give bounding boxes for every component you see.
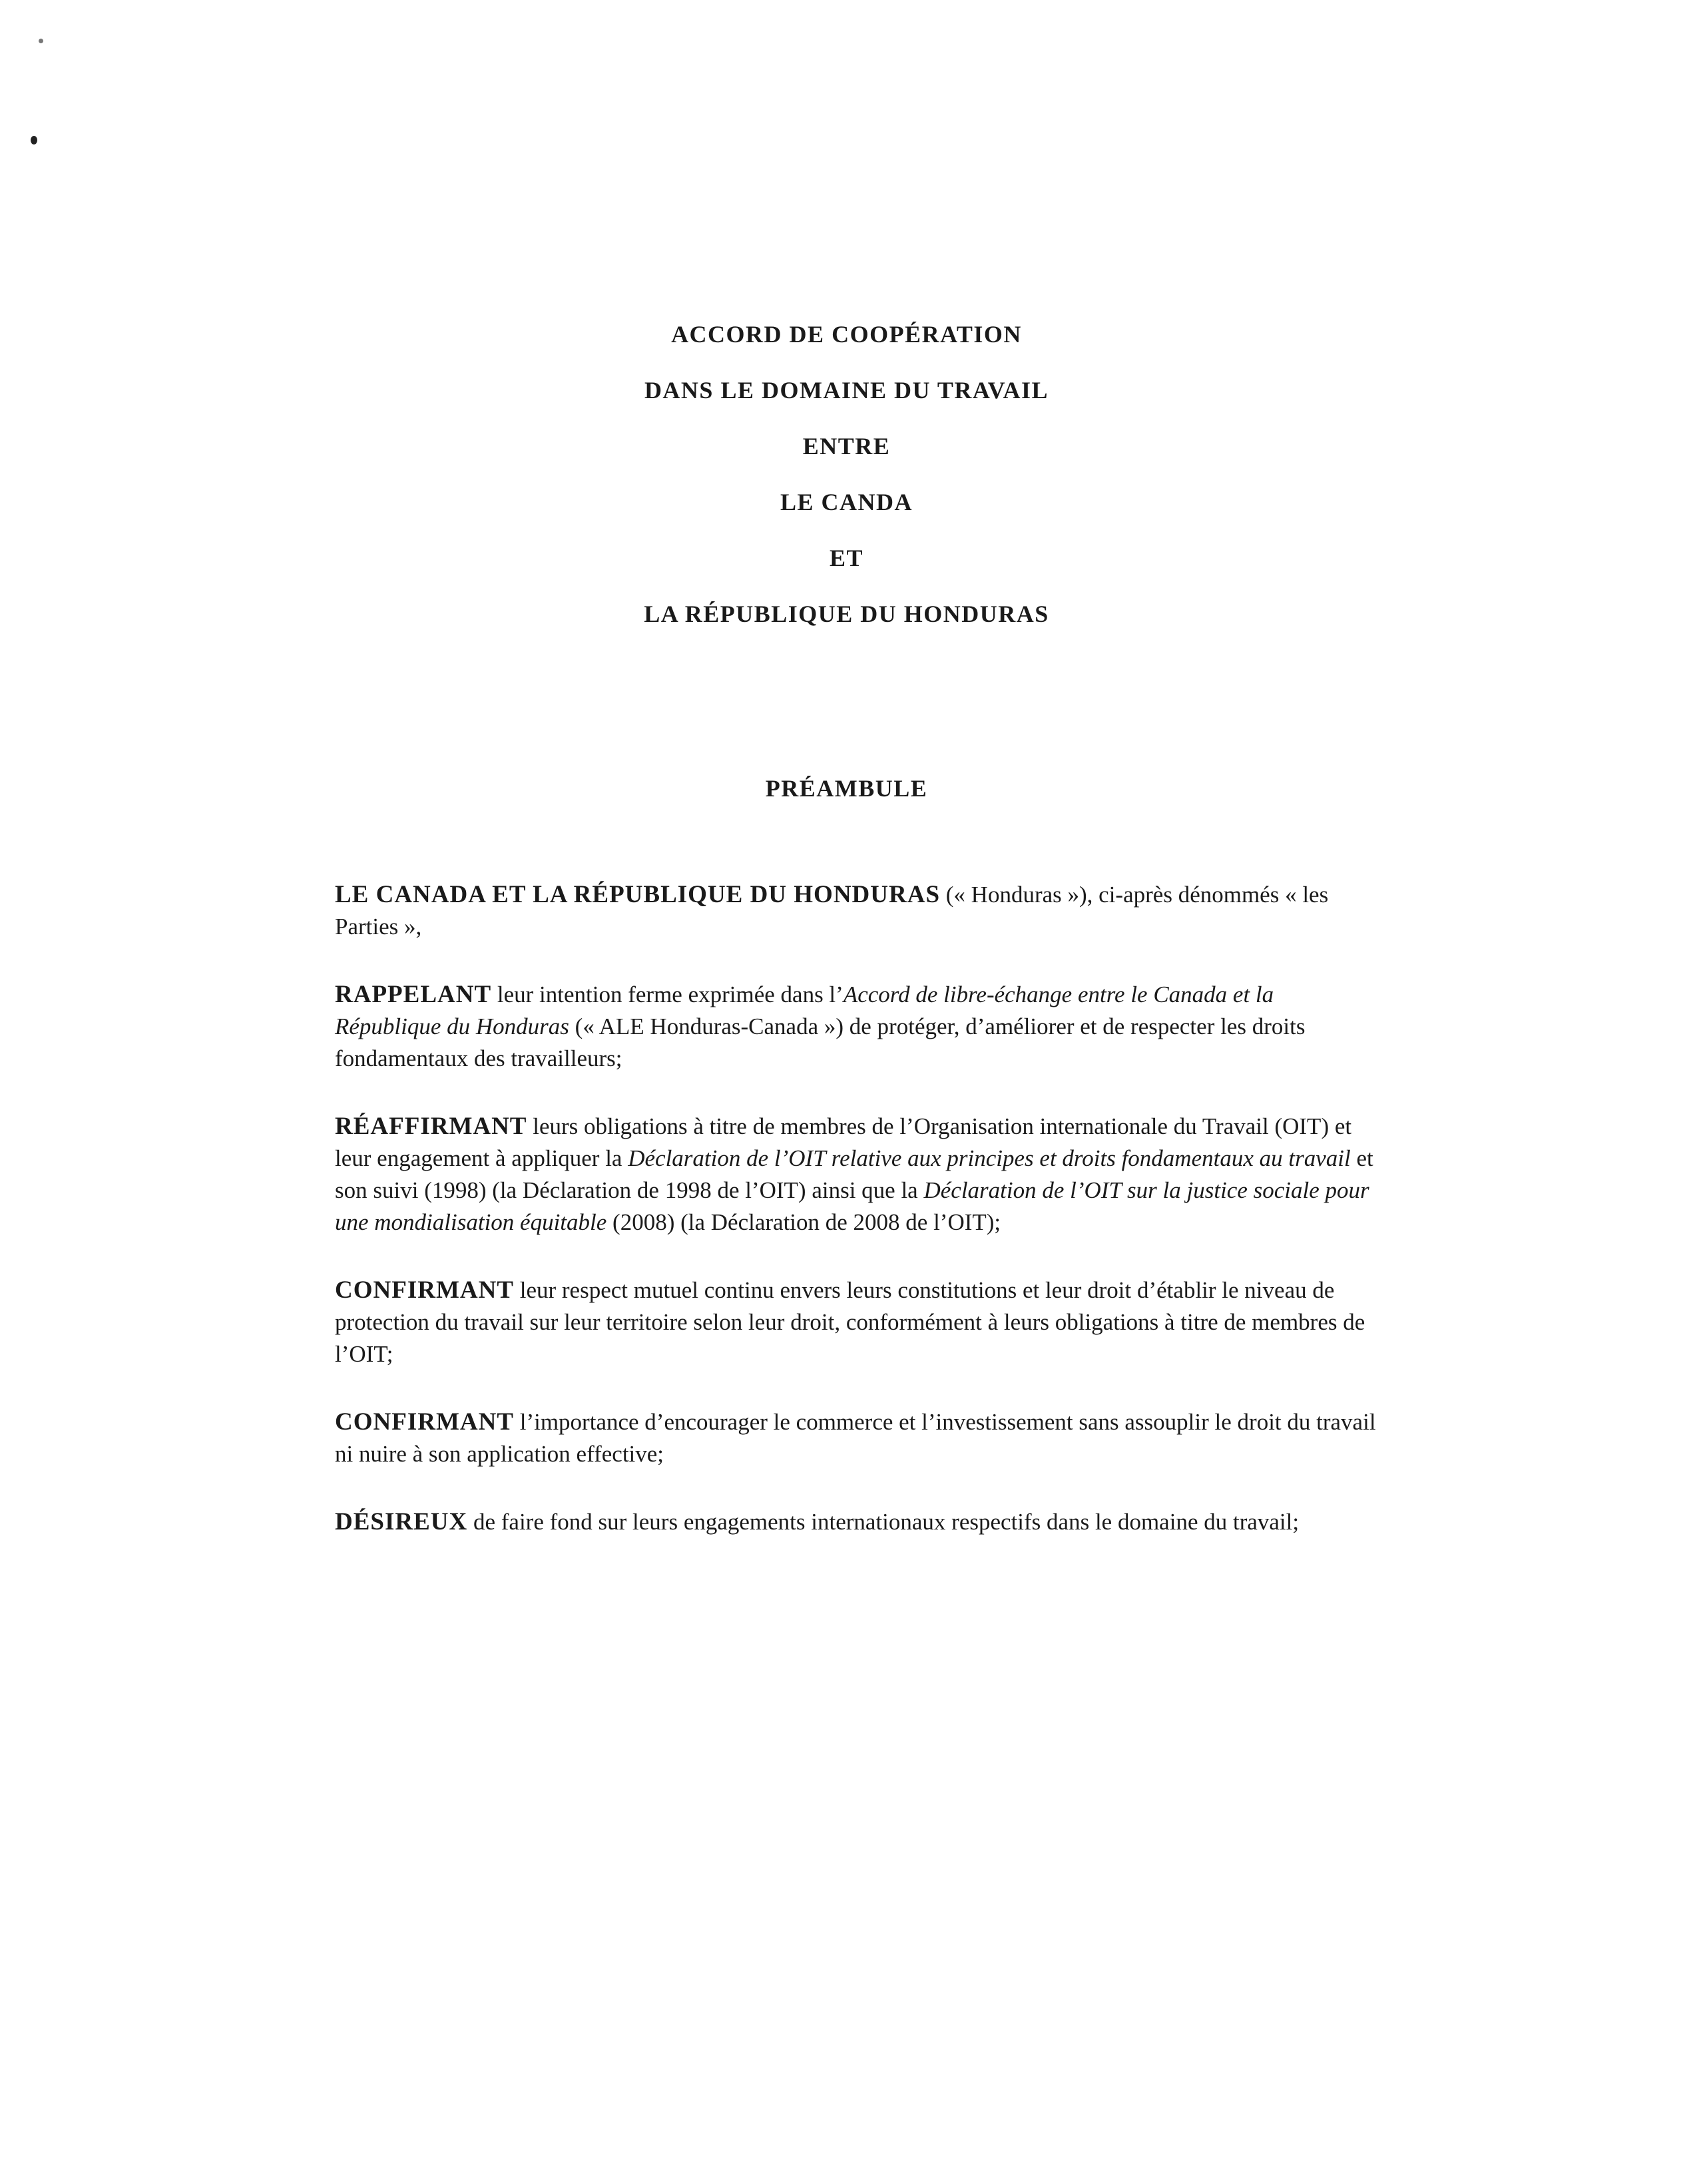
scan-mark bbox=[39, 39, 43, 43]
paragraph-text: (« ALE Honduras-Canada ») de protéger, d’améliorer et de respecter les droits fondamentaux des travailleurs; bbox=[335, 1013, 1306, 1071]
paragraph-text: l’importance d’encourager le commerce et l’investissement sans assouplir le droit du travail ni nuire à son application effective; bbox=[335, 1409, 1376, 1467]
preamble-paragraph bbox=[335, 1506, 1377, 1538]
title-line: ET bbox=[829, 545, 864, 571]
paragraph-lead: LE CANADA ET LA RÉPUBLIQUE DU HONDURAS bbox=[335, 881, 941, 908]
preamble-paragraph bbox=[335, 1111, 1377, 1238]
preamble-body bbox=[335, 879, 1377, 1574]
document-title bbox=[0, 318, 1693, 654]
paragraph-lead: CONFIRMANT bbox=[335, 1408, 514, 1436]
paragraph-italic: Accord de libre-échange entre le Canada et la République du Honduras bbox=[335, 981, 1274, 1039]
title-line: LA RÉPUBLIQUE DU HONDURAS bbox=[644, 601, 1049, 627]
preamble-paragraph bbox=[335, 1406, 1377, 1470]
preamble-paragraph bbox=[335, 979, 1377, 1075]
preamble-paragraph bbox=[335, 879, 1377, 943]
title-line: ENTRE bbox=[802, 433, 891, 459]
paragraph-text: (« Honduras »), ci-après dénommés « les Parties », bbox=[335, 882, 1329, 940]
paragraph-text: (2008) (la Déclaration de 2008 de l’OIT); bbox=[606, 1209, 1001, 1235]
paragraph-text: leur respect mutuel continu envers leurs constitutions et leur droit d’établir le niveau de protection du travail sur leur territoire selon leur droit, conformément à leurs obligations à titre de membres de l’OIT; bbox=[335, 1277, 1365, 1367]
title-line: ACCORD DE COOPÉRATION bbox=[671, 321, 1022, 348]
paragraph-italic: Déclaration de l’OIT sur la justice sociale pour une mondialisation équitable bbox=[335, 1177, 1369, 1235]
paragraph-lead: DÉSIREUX bbox=[335, 1508, 468, 1535]
paragraph-text: leur intention ferme exprimée dans l’ bbox=[491, 981, 844, 1007]
scan-mark bbox=[31, 136, 37, 144]
title-line: DANS LE DOMAINE DU TRAVAIL bbox=[644, 377, 1049, 404]
paragraph-lead: RAPPELANT bbox=[335, 981, 492, 1008]
preamble-paragraph bbox=[335, 1274, 1377, 1370]
paragraph-text: et son suivi (1998) (la Déclaration de 1998 de l’OIT) ainsi que la bbox=[335, 1145, 1373, 1203]
title-line: LE CANDA bbox=[780, 489, 913, 515]
paragraph-text: de faire fond sur leurs engagements internationaux respectifs dans le domaine du travail; bbox=[467, 1509, 1300, 1535]
paragraph-italic: Déclaration de l’OIT relative aux principes et droits fondamentaux au travail bbox=[628, 1145, 1351, 1171]
preamble-heading: PRÉAMBULE bbox=[765, 775, 928, 802]
paragraph-lead: CONFIRMANT bbox=[335, 1276, 514, 1304]
paragraph-lead: RÉAFFIRMANT bbox=[335, 1113, 527, 1140]
paragraph-text: leurs obligations à titre de membres de l’Organisation internationale du Travail (OIT) et leur engagement à appliquer la bbox=[335, 1113, 1352, 1171]
